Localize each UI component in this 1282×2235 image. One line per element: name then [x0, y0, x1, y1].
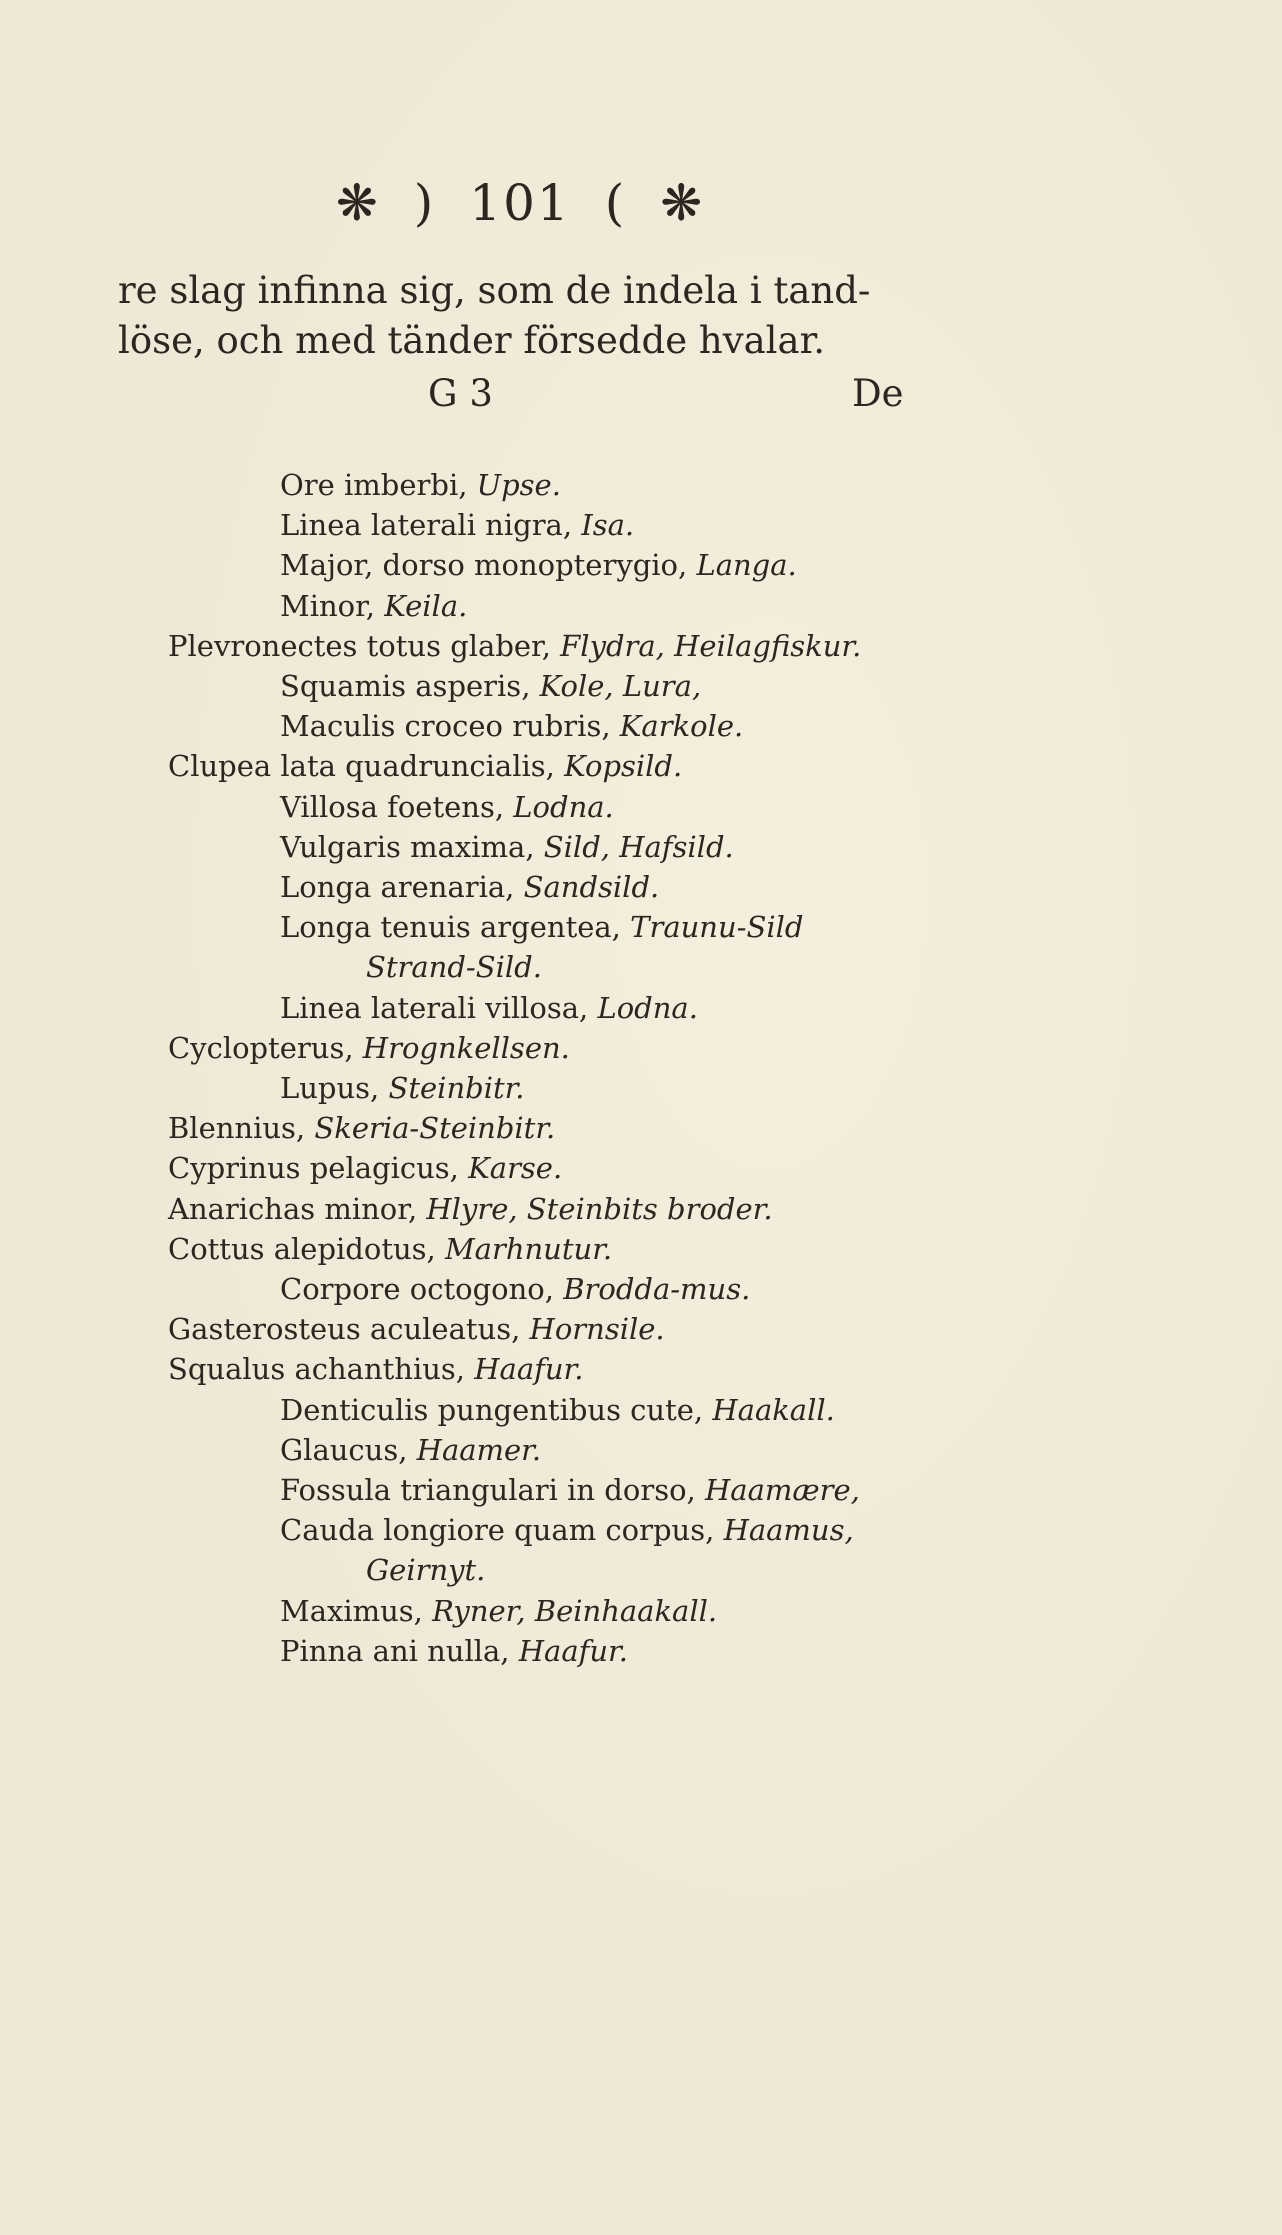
asterism-left-icon: ❋ — [335, 174, 380, 232]
species-entry — [280, 1431, 541, 1469]
latin-description: Longa arenaria, — [280, 870, 524, 904]
latin-description: Cottus alepidotus, — [168, 1231, 445, 1266]
species-entry — [280, 546, 797, 584]
species-entry — [280, 1471, 860, 1509]
species-entry — [168, 747, 682, 785]
species-entry — [280, 707, 743, 745]
vernacular-name: Skeria-Steinbitr. — [314, 1111, 556, 1146]
intro-line: re slag infinna sig, som de indela i tand- — [118, 269, 871, 312]
latin-description: Linea laterali villosa, — [280, 990, 598, 1025]
latin-description: Maximus, — [280, 1593, 433, 1628]
latin-description: Cauda longiore quam corpus, — [280, 1513, 724, 1548]
paren-left: ) — [413, 174, 436, 232]
species-entry — [280, 1511, 854, 1549]
species-entry — [280, 667, 701, 705]
species-entry — [280, 908, 803, 946]
species-entry — [280, 1069, 525, 1107]
latin-description: Gasterosteus aculeatus, — [168, 1312, 530, 1347]
vernacular-name: Marhnutur. — [444, 1231, 613, 1266]
vernacular-name: Hrognkellsen. — [362, 1030, 570, 1065]
vernacular-name: Haamer. — [416, 1432, 542, 1467]
species-entry — [280, 828, 734, 866]
vernacular-name: Steinbitr. — [388, 1071, 525, 1105]
species-entry — [168, 1350, 583, 1388]
species-entry — [168, 1230, 612, 1268]
vernacular-name: Lodna. — [597, 990, 698, 1025]
vernacular-name: Haafur. — [518, 1633, 628, 1668]
species-entry — [280, 989, 698, 1027]
species-entry — [280, 1270, 750, 1308]
species-entry — [280, 466, 561, 504]
latin-description: Longa tenuis argentea, — [280, 910, 631, 945]
page-header — [310, 168, 730, 238]
page-number: 101 — [469, 174, 571, 232]
species-entry — [280, 587, 467, 625]
latin-description: Cyclopterus, — [168, 1030, 363, 1065]
latin-description: Linea laterali nigra, — [280, 508, 582, 543]
vernacular-name: Hlyre, Steinbits broder. — [426, 1191, 773, 1226]
latin-description: Denticulis pungentibus cute, — [280, 1392, 713, 1427]
species-entry — [168, 1310, 665, 1348]
species-entry — [168, 1190, 773, 1228]
latin-description: Corpore octogono, — [280, 1272, 564, 1306]
latin-description: Plevronectes totus glaber, — [168, 628, 561, 663]
species-entry — [280, 1632, 628, 1670]
latin-description: Pinna ani nulla, — [280, 1633, 519, 1668]
latin-description: Squalus achanthius, — [168, 1352, 475, 1387]
species-entry — [168, 1029, 570, 1067]
latin-description: Vulgaris maxima, — [280, 829, 544, 864]
vernacular-name: Brodda-mus. — [563, 1272, 751, 1306]
signature-mark: G 3 — [428, 372, 493, 415]
vernacular-name: Hornsile. — [529, 1312, 665, 1347]
vernacular-name: Flydra, Heilagfiskur. — [560, 628, 862, 663]
intro-paragraph — [118, 266, 918, 366]
latin-description: Ore imberbi, — [280, 468, 477, 502]
vernacular-name: Strand-Sild. — [366, 950, 542, 985]
vernacular-name: Kopsild. — [564, 749, 683, 784]
vernacular-name: Karse. — [468, 1151, 563, 1186]
vernacular-name: Keila. — [384, 588, 468, 623]
vernacular-name: Traunu-Sild — [630, 910, 804, 945]
vernacular-name: Ryner, Beinhaakall. — [432, 1593, 718, 1628]
species-entry — [168, 1109, 555, 1147]
vernacular-name: Haamære, — [704, 1473, 860, 1507]
latin-description: Anarichas minor, — [168, 1191, 427, 1226]
vernacular-name: Haafur. — [474, 1352, 584, 1387]
latin-description: Minor, — [280, 588, 385, 623]
species-entry — [280, 506, 634, 544]
catchword: De — [852, 372, 904, 415]
species-entry — [168, 1149, 562, 1187]
species-entry — [280, 788, 614, 826]
vernacular-name: Isa. — [581, 508, 635, 543]
vernacular-name: Sild, Hafsild. — [543, 829, 734, 864]
latin-description: Major, dorso monopterygio, — [280, 548, 697, 583]
asterism-right-icon: ❋ — [660, 174, 705, 232]
vernacular-name: Karkole. — [619, 709, 744, 744]
species-entry — [280, 1391, 835, 1429]
species-entry — [280, 868, 659, 906]
species-entry — [168, 627, 861, 665]
paren-right: ( — [604, 174, 627, 232]
vernacular-name: Lodna. — [513, 789, 614, 824]
latin-description: Villosa foetens, — [280, 789, 514, 824]
vernacular-name: Sandsild. — [523, 870, 660, 904]
vernacular-name: Kole, Lura, — [539, 669, 702, 703]
species-entry — [366, 1551, 485, 1589]
intro-line: löse, och med tänder försedde hvalar. — [118, 319, 825, 362]
latin-description: Maculis croceo rubris, — [280, 709, 620, 744]
species-entry — [280, 1592, 717, 1630]
vernacular-name: Geirnyt. — [366, 1553, 486, 1588]
latin-description: Lupus, — [280, 1071, 389, 1105]
vernacular-name: Langa. — [696, 548, 797, 583]
vernacular-name: Haakall. — [712, 1392, 835, 1427]
vernacular-name: Upse. — [476, 468, 561, 502]
vernacular-name: Haamus, — [723, 1513, 854, 1548]
latin-description: Fossula triangulari in dorso, — [280, 1473, 705, 1507]
latin-description: Glaucus, — [280, 1432, 417, 1467]
latin-description: Squamis asperis, — [280, 669, 540, 703]
latin-description: Blennius, — [168, 1111, 315, 1146]
latin-description: Cyprinus pelagicus, — [168, 1151, 469, 1186]
latin-description: Clupea lata quadruncialis, — [168, 749, 565, 784]
species-entry — [366, 948, 542, 986]
